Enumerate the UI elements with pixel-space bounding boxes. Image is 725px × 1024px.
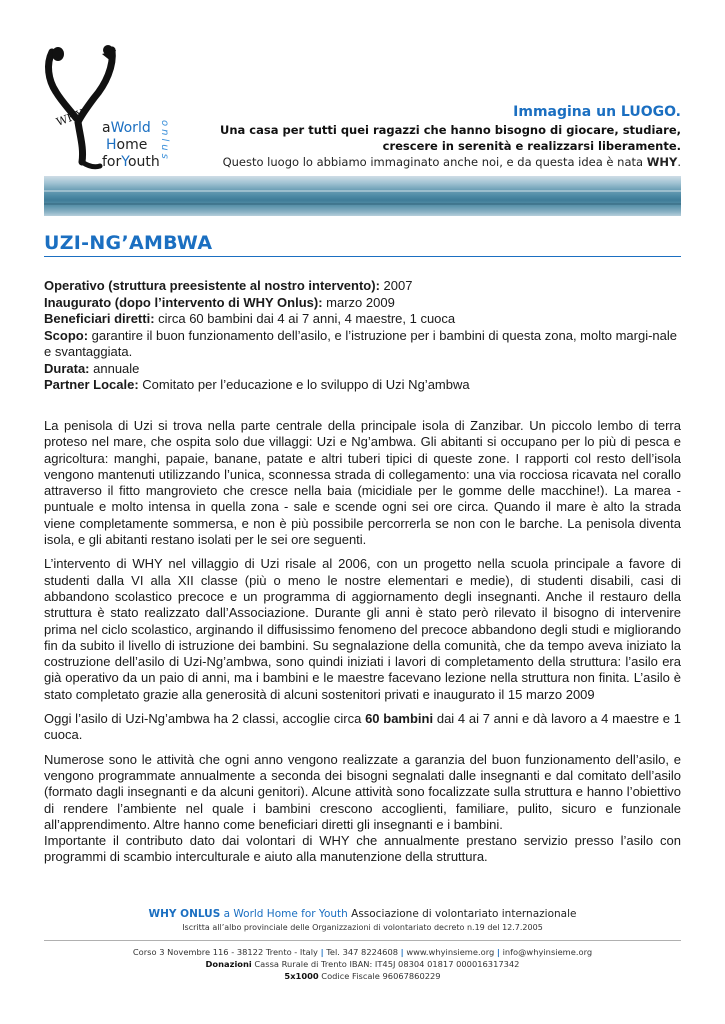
logo-world: World — [110, 120, 151, 136]
tagline-period: . — [677, 155, 681, 169]
logo-onlus: onlus — [159, 120, 170, 162]
tagline-line-3 — [220, 154, 681, 170]
logo-why-text: WHY — [54, 106, 86, 129]
fact-partner — [44, 377, 684, 394]
tagline — [220, 104, 681, 170]
footer-website-link[interactable]: www.whyinsieme.org — [406, 947, 495, 957]
footer-tax-value: Codice Fiscale 96067860229 — [318, 971, 441, 981]
fact-value: garantire il buon funzionamento dell’asilo, e l’istruzione per i bambini di questa zona, molto margi-nale e svantaggiata. — [44, 327, 677, 359]
footer-org-name: WHY ONLUS — [148, 908, 221, 920]
fact-value: circa 60 bambini dai 4 ai 7 anni, 4 maestre, 1 cuoca — [154, 311, 456, 326]
logo-home: ome — [116, 137, 148, 153]
footer-address: Corso 3 Novembre 116 - 38122 Trento - Italy — [132, 947, 318, 957]
fact-beneficiari — [44, 311, 684, 328]
footer-tax-label: 5x1000 — [284, 971, 319, 981]
sea-wave-1 — [44, 190, 681, 192]
footer-donations — [0, 958, 725, 970]
logo-wordmark — [102, 120, 160, 171]
fact-durata — [44, 361, 684, 378]
tagline-line-1: Una casa per tutti quei ragazzi che hanno bisogno di giocare, studiare, — [220, 123, 681, 137]
footer-divider — [44, 940, 681, 941]
paragraph-4: Numerose sono le attività che ogni anno vengono realizzate a garanzia del buon funzionamento dell’asilo, e vengono programmate annualmente a seconda dei bisogni segnalati dalle insegnanti e dal comitato dell’asilo (formato dagli insegnanti e da alcuni genitori). Alcune attività sono focalizzate sulla struttura e hanno l’obiettivo di rendere l’ambiente nel quale i bambini crescono accoglienti, familiare, pulito, sicuro e funzionale all’apprendimento. Altre hanno come beneficiari diretti gli insegnanti e i bambini. — [44, 751, 681, 832]
sea-banner-image — [44, 176, 681, 216]
logo-for: for — [102, 154, 122, 170]
fact-scopo — [44, 328, 684, 361]
tagline-line-3-text: Questo luogo lo abbiamo immaginato anche noi, e da questa idea è nata — [222, 155, 647, 169]
footer-separator: | — [400, 947, 404, 957]
logo-a: a — [102, 120, 111, 136]
tagline-line-2: crescere in serenità e realizzarsi liberamente. — [382, 139, 681, 153]
fact-inaugurato — [44, 295, 684, 312]
fact-label: Partner Locale: — [44, 377, 139, 392]
fact-label: Durata: — [44, 360, 90, 376]
footer-donations-label: Donazioni — [205, 959, 252, 969]
footer-contacts — [0, 946, 725, 982]
fact-value: annuale — [89, 360, 140, 376]
paragraph-3 — [44, 711, 681, 744]
footer-org-slogan: a World Home for Youth — [220, 908, 348, 920]
fact-value: marzo 2009 — [322, 294, 395, 310]
footer-separator: | — [320, 947, 324, 957]
footer-org-type: Associazione di volontariato internazionale — [347, 908, 577, 920]
footer-contact-line — [0, 946, 725, 958]
title-divider — [44, 256, 681, 257]
fact-value: Comitato per l’educazione e lo sviluppo di Uzi Ng’ambwa — [138, 377, 470, 392]
body-text — [44, 418, 681, 874]
footer-tax — [0, 970, 725, 982]
fact-label: Operativo (struttura preesistente al nostro intervento): — [44, 278, 380, 293]
tagline-why: WHY — [646, 155, 678, 169]
fact-label: Beneficiari diretti: — [44, 311, 155, 326]
fact-label: Scopo: — [44, 327, 89, 343]
paragraph-2: L’intervento di WHY nel villaggio di Uzi risale al 2006, con un progetto nella scuola principale a favore di studenti dalla VI alla XII classe (più o meno le nostre elementari e medie), di studenti disabili, casi di abbandono scolastico precoce e un programma di aggiornamento degli insegnanti. Anche il restauro della struttura è stato realizzato dall’Associazione. Durante gli anni è stato però rilevato il bisogno di intervenire prima nel ciclo scolastico, arginando il diffusissimo fenomeno del precoce abbandono degli studi e migliorando fin da subito il livello di istruzione dei bambini. Su segnalazione della comunità, che da tempo aveva iniziato la costruzione dell’asilo di Uzi-Ng’ambwa, sono quindi iniziati i lavori di completamento della struttura: l’asilo era già operativo da un paio di anni, ma i bambini e le maestre facevano lezione nella struttura non finita. L’asilo è stato completato grazie alla generosità di alcuni sostenitori privati e inaugurato il 15 marzo 2009 — [44, 556, 681, 702]
paragraph-3-text-c: dai 4 ai 7 anni e dà lavoro a 4 maestre e 1 cuoca. — [44, 711, 681, 743]
tagline-title: Immagina un LUOGO. — [513, 104, 681, 120]
footer-email-link[interactable]: info@whyinsieme.org — [502, 947, 593, 957]
footer-donations-value: Cassa Rurale di Trento IBAN: IT45J 08304 01817 000016317342 — [251, 959, 520, 969]
project-facts — [44, 278, 684, 394]
fact-value: 2007 — [379, 278, 413, 293]
logo-y: Y — [121, 154, 128, 170]
paragraph-5: Importante il contributo dato dai volontari di WHY che annualmente prestano servizio presso l’asilo con programmi di scambio interculturale e aiuto alla manutenzione della struttura. — [44, 833, 681, 865]
logo-youth: outh — [127, 154, 160, 170]
fact-operativo — [44, 278, 684, 295]
footer-org-line — [0, 908, 725, 920]
footer-phone: Tel. 347 8224608 — [326, 947, 399, 957]
page-title: UZI-NG’AMBWA — [44, 232, 213, 254]
logo-h: H — [106, 137, 117, 153]
footer-registry: Iscritta all’albo provinciale delle Organizzazioni di volontariato decreto n.19 del 12.7.2005 — [182, 923, 543, 932]
footer-separator: | — [496, 947, 500, 957]
paragraph-3-bold: 60 bambini — [365, 711, 434, 727]
paragraph-3-text-a: Oggi l’asilo di Uzi-Ng’ambwa ha 2 classi, accoglie circa — [44, 711, 366, 727]
sea-wave-2 — [44, 203, 681, 205]
fact-label: Inaugurato (dopo l’intervento di WHY Onlus): — [44, 294, 323, 310]
paragraph-1: La penisola di Uzi si trova nella parte centrale della principale isola di Zanzibar. Un piccolo lembo di terra proteso nel mare, che ospita solo due villaggi: Uzi e Ng’ambwa. Gli abitanti si occupano per lo più di pesca e agricoltura: manghi, papaie, banane, patate e altri tuberi tipici di queste zone. I rapporti col resto dell’isola vengono mantenuti utilizzando l’unica, sconnessa strada di collegamento: una via rocciosa ricavata nel corallo attraverso il fitto mangrovieto che cresce nella baia (micidiale per le gomme delle macchine!). La marea - puntuale e molto intensa in quella zona - sale e scende ogni sei ore circa. Quando il mare è alto la strada viene completamente sommersa, e non è più possibile percorrerla se non con le barche. La penisola diventa isola, e gli abitanti restano isolati per le sei ore seguenti. — [44, 418, 681, 548]
why-logo — [42, 44, 192, 174]
